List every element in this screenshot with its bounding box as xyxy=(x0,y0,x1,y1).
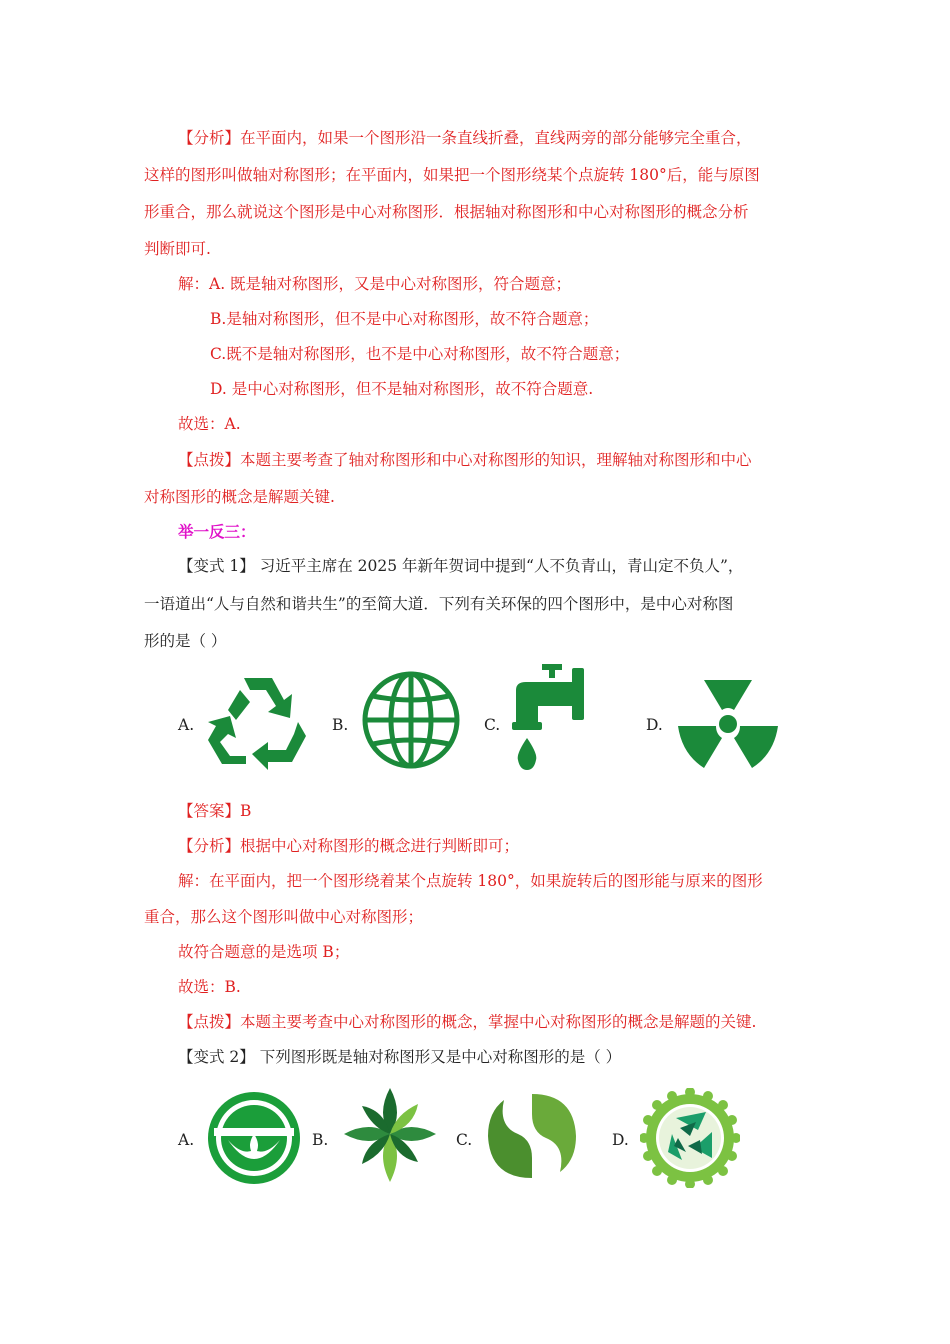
variant1-solution-1: 解：在平面内，把一个图形绕着某个点旋转 180°，如果旋转后的图形能与原来的图形 xyxy=(178,872,763,890)
faucet-icon xyxy=(512,664,586,772)
variant1-option-b-label: B. xyxy=(332,716,349,734)
variant1-solution-3: 故符合题意的是选项 B； xyxy=(178,943,350,961)
variant1-option-c-label: C. xyxy=(484,716,501,734)
solution-b: B.是轴对称图形，但不是中心对称图形，故不符合题意； xyxy=(210,310,599,328)
solution-a: 解：A. 既是轴对称图形，又是中心对称图形，符合题意； xyxy=(178,275,572,293)
variant2-option-c-label: C. xyxy=(456,1131,473,1149)
variant1-line-2: 一语道出“人与自然和谐共生”的至简大道．下列有关环保的四个图形中，是中心对称图 xyxy=(144,595,734,613)
variant2-option-a-label: A. xyxy=(178,1131,195,1149)
globe-icon xyxy=(359,670,463,770)
variant1-solution-2: 重合，那么这个图形叫做中心对称图形； xyxy=(144,908,424,926)
leaf-flower-icon xyxy=(342,1084,438,1184)
analysis-line-4: 判断即可. xyxy=(144,240,211,258)
analysis-line-1: 【分析】在平面内，如果一个图形沿一条直线折叠，直线两旁的部分能够完全重合， xyxy=(178,129,752,147)
variant1-option-a-label: A. xyxy=(178,716,195,734)
variant2-line-1: 【变式 2】 下列图形既是轴对称图形又是中心对称图形的是（ ） xyxy=(178,1048,622,1066)
analysis-line-2: 这样的图形叫做轴对称图形；在平面内，如果把一个图形绕某个点旋转 180°后，能与原图 xyxy=(144,166,760,184)
variant1-answer: 【答案】B xyxy=(178,802,252,820)
green-seal-icon xyxy=(206,1090,302,1186)
tip-line-2: 对称图形的概念是解题关键. xyxy=(144,488,335,506)
solution-c: C.既不是轴对称图形，也不是中心对称图形，故不符合题意； xyxy=(210,345,630,363)
variant1-line-1: 【变式 1】 习近平主席在 2025 年新年贺词中提到“人不负青山，青山定不负人”， xyxy=(178,557,744,575)
recycle-icon xyxy=(206,672,310,772)
leaf-circle-icon xyxy=(484,1090,580,1182)
variant1-analysis: 【分析】根据中心对称图形的概念进行判断即可； xyxy=(178,837,520,855)
section-title: 举一反三： xyxy=(178,522,256,541)
analysis-line-3: 形重合，那么就说这个图形是中心对称图形．根据轴对称图形和中心对称图形的概念分析 xyxy=(144,203,749,221)
solution-choice: 故选：A. xyxy=(178,415,241,433)
tip-line-1: 【点拨】本题主要考查了轴对称图形和中心对称图形的知识，理解轴对称图形和中心 xyxy=(178,451,752,469)
variant2-option-b-label: B. xyxy=(312,1131,329,1149)
recycle-badge-icon xyxy=(640,1088,740,1188)
variant1-choice: 故选：B. xyxy=(178,978,241,996)
variant2-option-d-label: D. xyxy=(612,1131,629,1149)
variant1-option-d-label: D. xyxy=(646,716,663,734)
solution-d: D. 是中心对称图形，但不是轴对称图形，故不符合题意. xyxy=(210,380,594,398)
variant1-tip: 【点拨】本题主要考查中心对称图形的概念，掌握中心对称图形的概念是解题的关键. xyxy=(178,1013,757,1031)
variant1-line-3: 形的是（ ） xyxy=(144,632,227,650)
radiation-icon xyxy=(676,676,780,772)
